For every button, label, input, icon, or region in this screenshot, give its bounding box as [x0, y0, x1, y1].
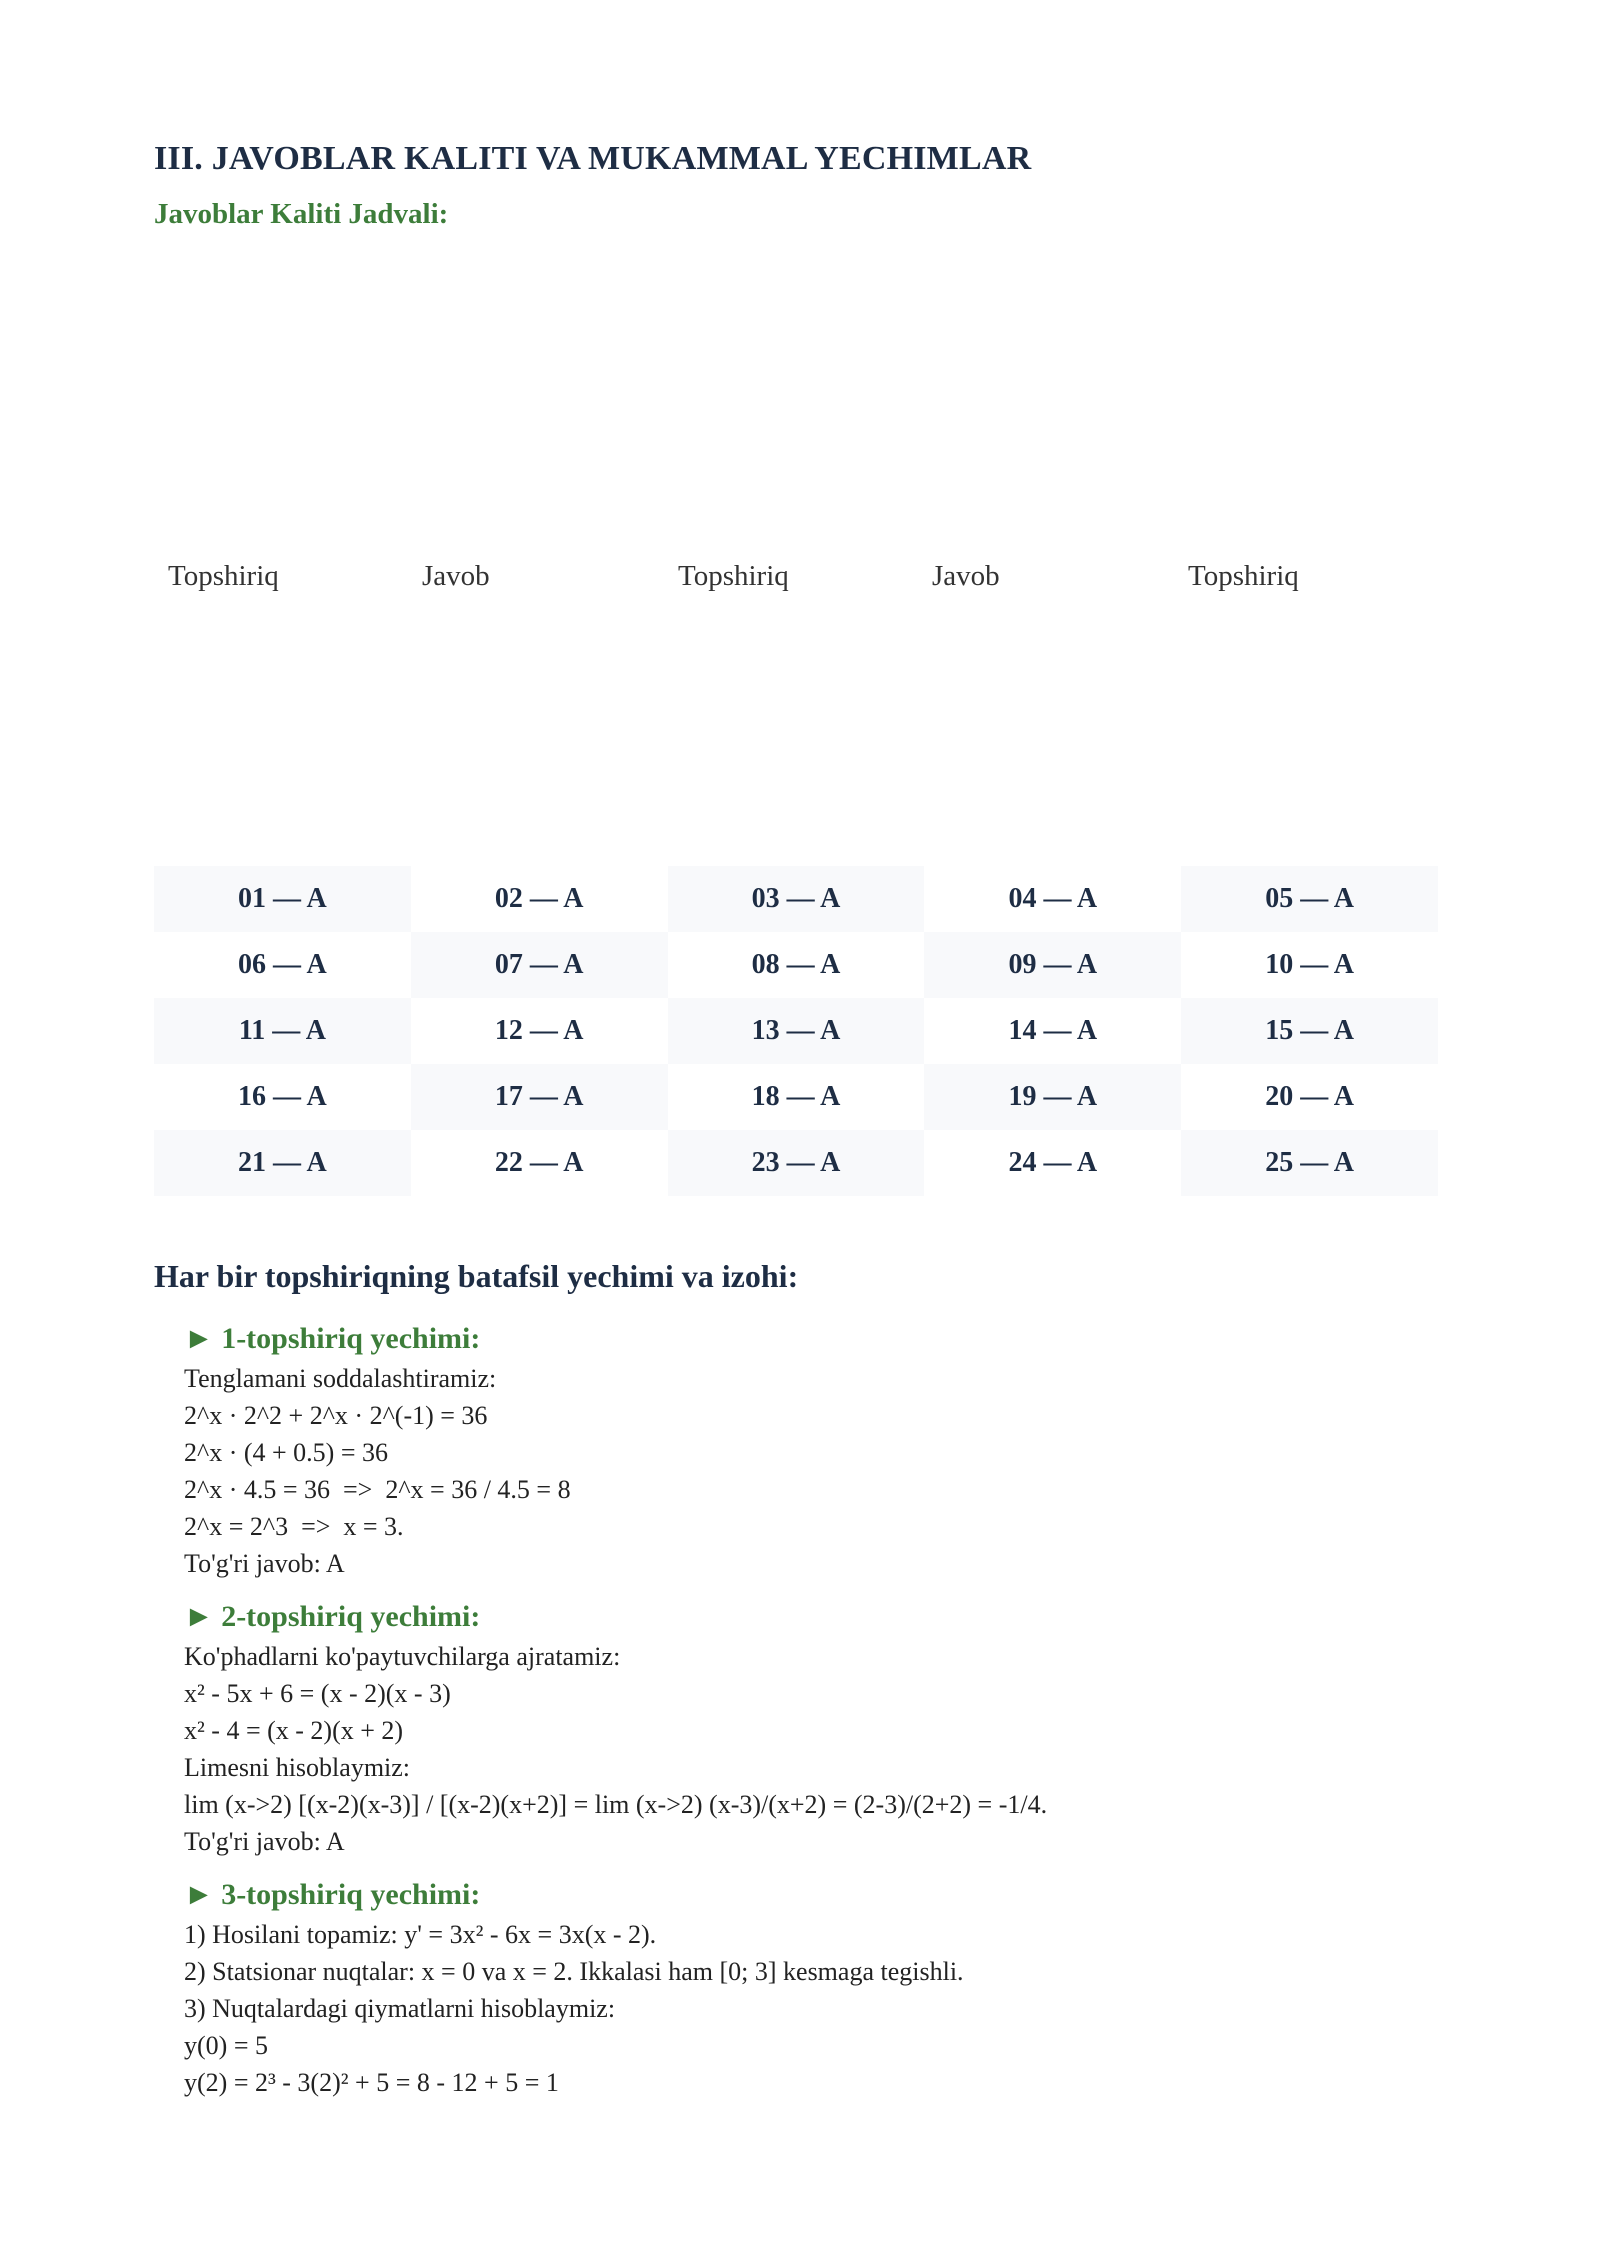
solution-line: y(0) = 5 [184, 2031, 268, 2060]
table-header-cell: Topshiriq [678, 560, 789, 592]
answer-cell: 22 — A [494, 1147, 584, 1178]
solution-block [184, 1596, 1484, 1860]
solution-line: 2^x · 2^2 + 2^x · 2^(-1) = 36 [184, 1401, 488, 1430]
table-row [154, 932, 1438, 998]
table-row [154, 866, 1438, 932]
solution-title: ► 2-topshiriq yechimi: [184, 1600, 481, 1633]
solution-line: 2^x · (4 + 0.5) = 36 [184, 1438, 389, 1467]
answer-cell: 20 — A [1265, 1081, 1354, 1112]
solution-line: 2^x · 4.5 = 36 => 2^x = 36 / 4.5 = 8 [184, 1475, 571, 1504]
answer-cell: 17 — A [411, 1064, 668, 1130]
solution-line: Tenglamani soddalashtiramiz: [184, 1364, 497, 1393]
answer-cell: 24 — A [1008, 1147, 1098, 1178]
answer-cell: 12 — A [494, 1015, 584, 1046]
answer-cell: 08 — A [751, 949, 841, 980]
solution-title: ► 3-topshiriq yechimi: [184, 1878, 481, 1911]
answer-cell: 01 — A [154, 866, 411, 932]
answer-cell: 04 — A [1008, 883, 1098, 914]
solution-title: ► 1-topshiriq yechimi: [184, 1322, 481, 1355]
answer-cell: 11 — A [154, 998, 411, 1064]
answer-cell: 14 — A [1008, 1015, 1098, 1046]
solution-line: 1) Hosilani topamiz: y' = 3x² - 6x = 3x(x - 2). [184, 1920, 657, 1949]
answer-cell: 03 — A [668, 866, 925, 932]
solution-line: x² - 4 = (x - 2)(x + 2) [184, 1716, 404, 1745]
solution-line: 2^x = 2^3 => x = 3. [184, 1512, 404, 1541]
solution-line: lim (x->2) [(x-2)(x-3)] / [(x-2)(x+2)] = lim (x->2) (x-3)/(x+2) = (2-3)/(2+2) = -1/4. [184, 1790, 1048, 1819]
answer-cell: 16 — A [238, 1081, 327, 1112]
table-row [154, 1130, 1438, 1196]
answer-cell: 05 — A [1181, 866, 1438, 932]
solution-line: To'g'ri javob: A [184, 1549, 345, 1578]
answer-cell: 18 — A [751, 1081, 841, 1112]
solutions-heading: Har bir topshiriqning batafsil yechimi va izohi: [154, 1258, 799, 1294]
answer-cell: 23 — A [668, 1130, 925, 1196]
answer-cell: 15 — A [1181, 998, 1438, 1064]
answer-cell: 10 — A [1265, 949, 1354, 980]
answer-cell: 09 — A [924, 932, 1181, 998]
solution-block [184, 1318, 1484, 1582]
answer-cell: 06 — A [238, 949, 327, 980]
table-row [154, 998, 1438, 1064]
answer-cell: 19 — A [924, 1064, 1181, 1130]
solution-line: 3) Nuqtalardagi qiymatlarni hisoblaymiz: [184, 1994, 616, 2023]
solution-line: 2) Statsionar nuqtalar: x = 0 va x = 2. Ikkalasi ham [0; 3] kesmaga tegishli. [184, 1957, 964, 1986]
solution-line: To'g'ri javob: A [184, 1827, 345, 1856]
solution-line: Limesni hisoblaymiz: [184, 1753, 411, 1782]
table-header-cell: Javob [422, 560, 490, 592]
table-header-cell: Topshiriq [1188, 560, 1299, 592]
solutions-list [184, 1318, 1484, 2115]
solution-line: Ko'phadlarni ko'paytuvchilarga ajratamiz: [184, 1642, 621, 1671]
table-header-row [154, 560, 1434, 600]
page-title: III. JAVOBLAR KALITI VA MUKAMMAL YECHIMLAR [154, 140, 1032, 177]
solution-line: y(2) = 2³ - 3(2)² + 5 = 8 - 12 + 5 = 1 [184, 2068, 559, 2097]
answer-key-grid [154, 866, 1438, 1196]
table-row [154, 1064, 1438, 1130]
solution-line: x² - 5x + 6 = (x - 2)(x - 3) [184, 1679, 451, 1708]
answer-cell: 13 — A [668, 998, 925, 1064]
solution-block [184, 1874, 1484, 2101]
answer-cell: 25 — A [1181, 1130, 1438, 1196]
answer-cell: 07 — A [411, 932, 668, 998]
table-header-cell: Javob [932, 560, 1000, 592]
table-header-cell: Topshiriq [168, 560, 279, 592]
answer-cell: 21 — A [154, 1130, 411, 1196]
answer-key-subtitle: Javoblar Kaliti Jadvali: [154, 198, 449, 230]
answer-cell: 02 — A [494, 883, 584, 914]
